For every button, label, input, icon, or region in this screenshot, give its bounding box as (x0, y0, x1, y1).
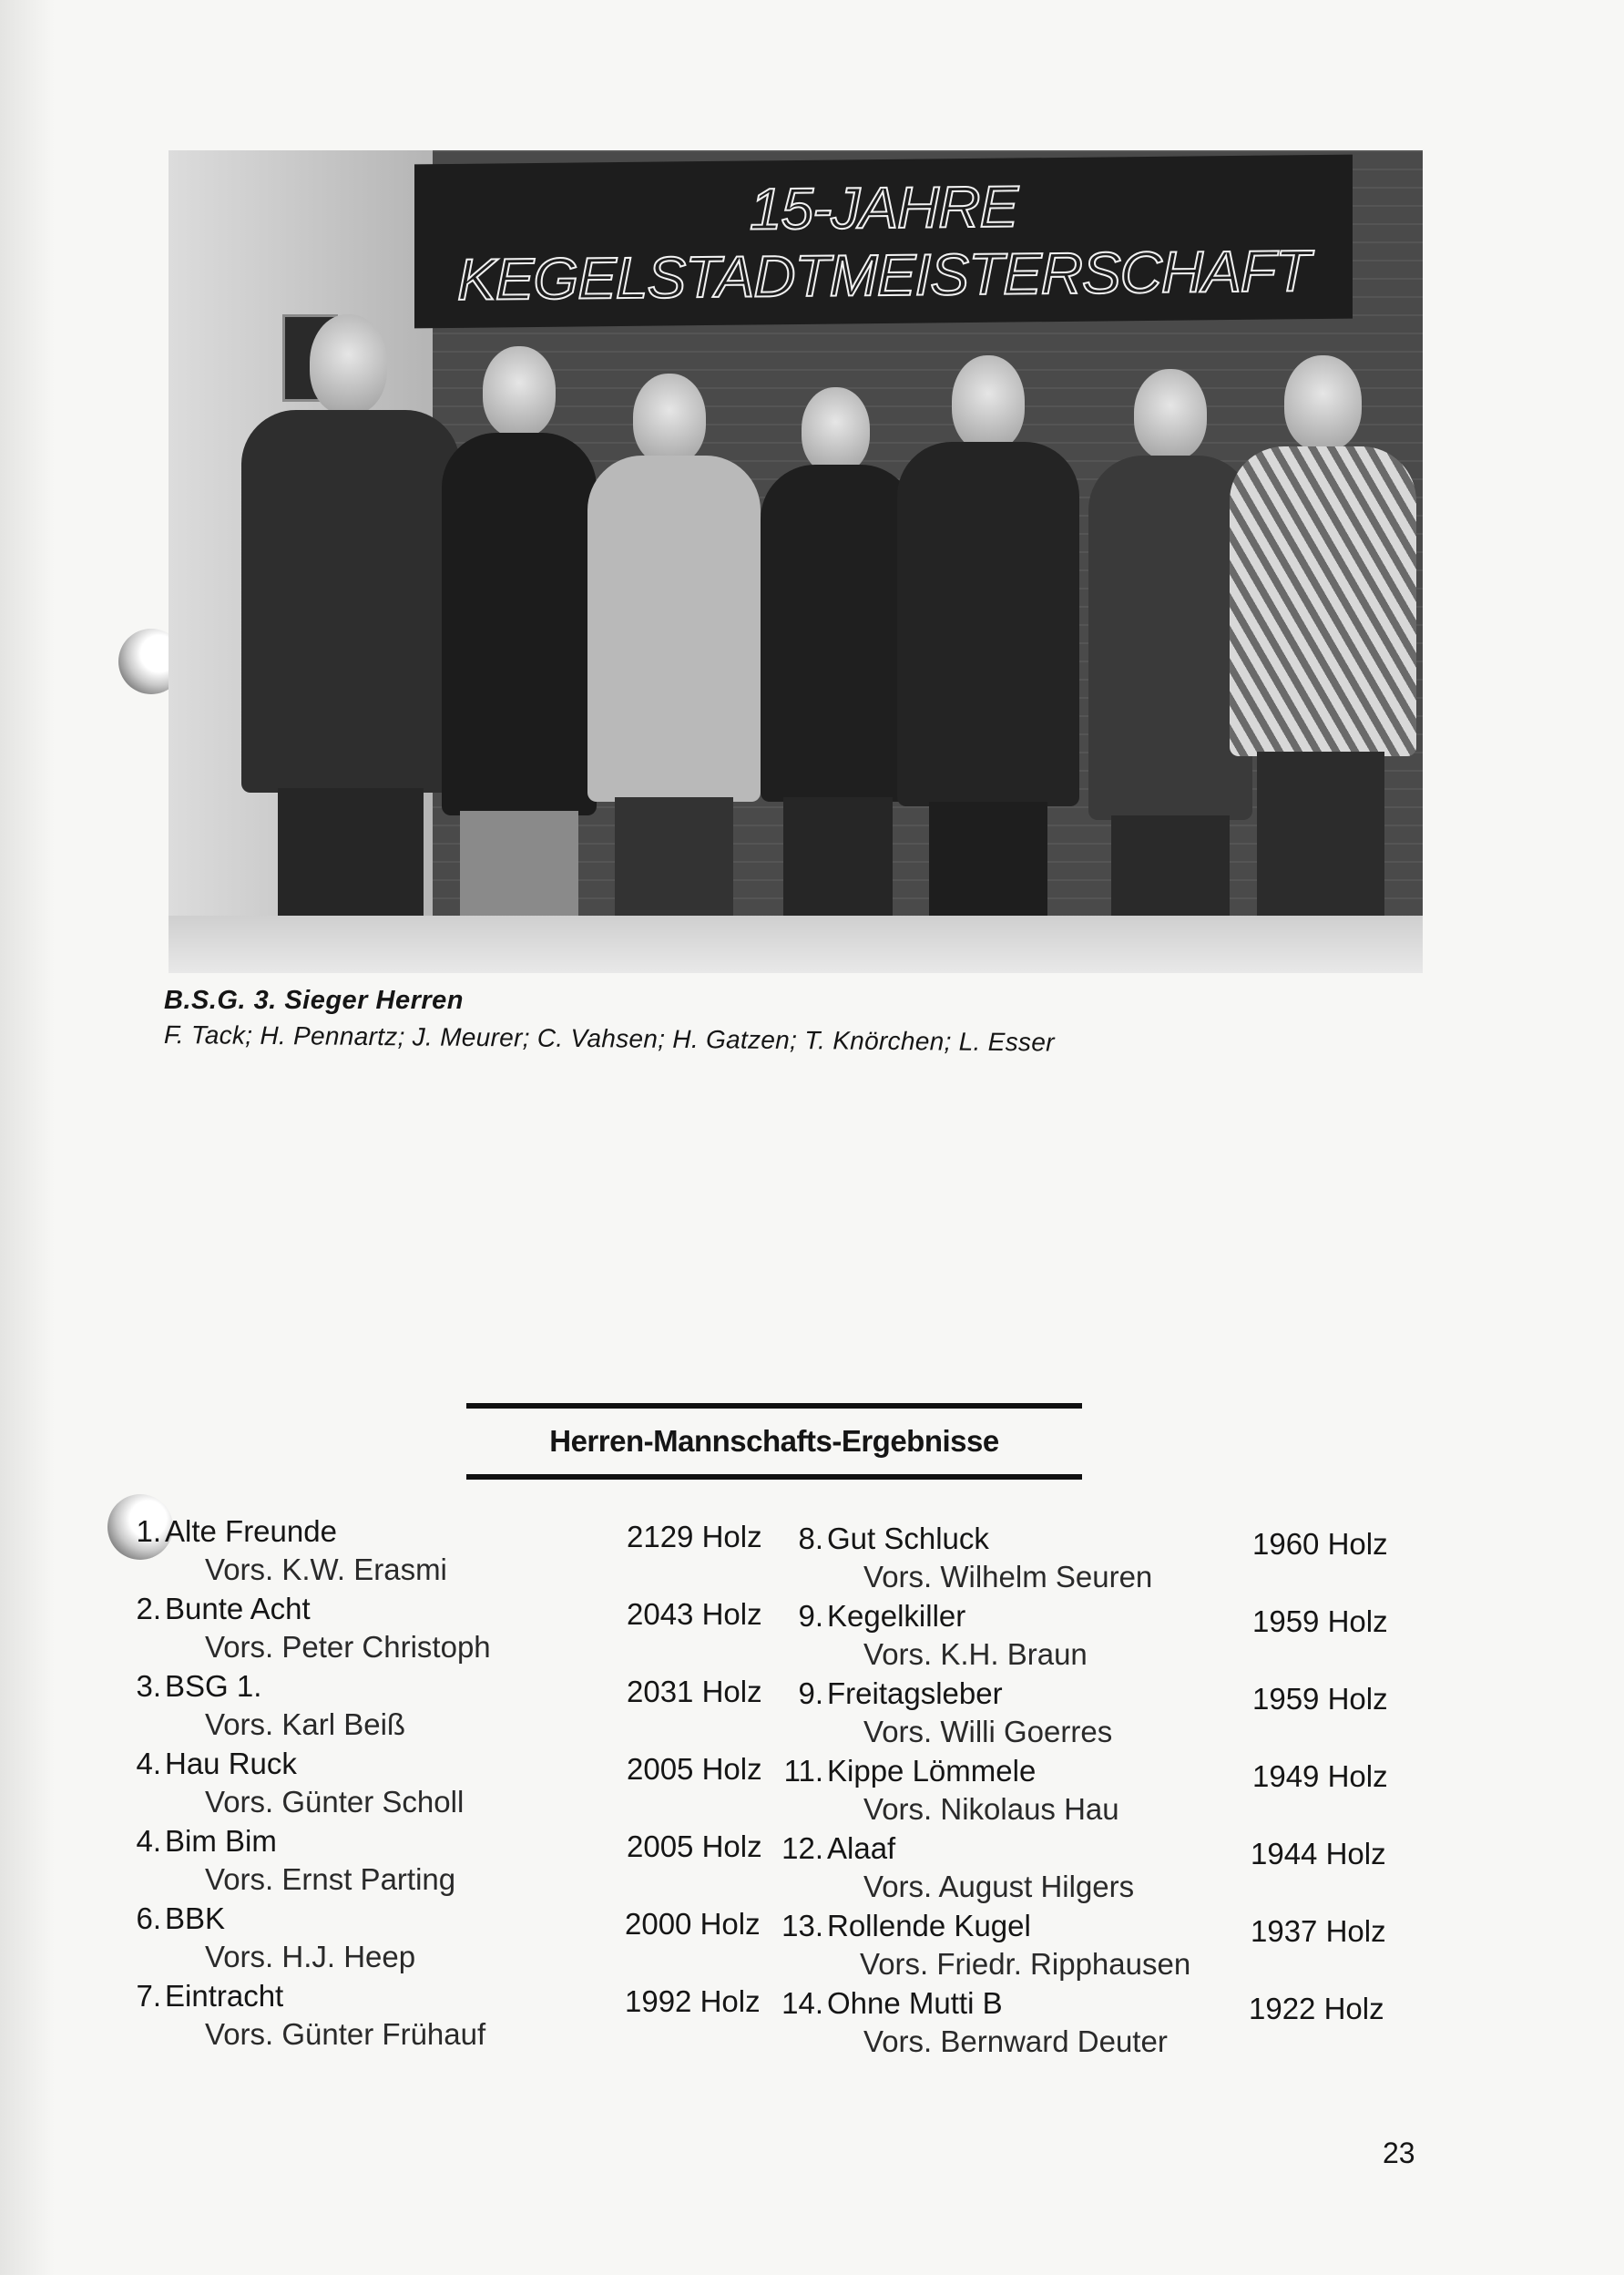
result-chair: Vors. Karl Beiß (205, 1707, 406, 1741)
heading-rule-top (466, 1403, 1082, 1409)
result-entry (114, 1977, 485, 2054)
result-chair: Vors. Günter Frühauf (205, 2017, 486, 2051)
result-score: 2129 Holz (627, 1520, 762, 1553)
result-rank: 6. (136, 1901, 161, 1935)
banner-line-2: KEGELSTADTMEISTERSCHAFT (457, 238, 1310, 313)
result-team: Eintracht (165, 1979, 284, 2013)
result-team: BBK (165, 1901, 226, 1935)
result-rank: 7. (136, 1979, 161, 2013)
result-rank: 4. (136, 1824, 161, 1858)
result-chair: Vors. Bernward Deuter (863, 2024, 1168, 2058)
result-chair: Vors. Günter Scholl (205, 1785, 465, 1819)
result-team: Ohne Mutti B (827, 1986, 1003, 2020)
result-chair: Vors. Willi Goerres (863, 1715, 1113, 1748)
result-rank: 14. (781, 1986, 823, 2020)
result-chair: Vors. Wilhelm Seuren (863, 1560, 1153, 1594)
result-score: 1937 Holz (1251, 1914, 1386, 1948)
result-score: 2031 Holz (627, 1675, 762, 1708)
result-entry (776, 1984, 1168, 2061)
result-chair: Vors. Peter Christoph (205, 1630, 491, 1664)
result-team: Rollende Kugel (827, 1909, 1031, 1942)
result-chair: Vors. Ernst Parting (205, 1862, 456, 1896)
photo-floor (169, 916, 1423, 973)
result-entry (776, 1520, 1152, 1596)
result-chair: Vors. Friedr. Ripphausen (860, 1947, 1191, 1981)
page-number: 23 (1383, 2137, 1415, 2169)
result-rank: 1. (136, 1514, 161, 1548)
result-entry (114, 1590, 491, 1666)
result-team: BSG 1. (165, 1669, 262, 1703)
result-rank: 9. (798, 1676, 823, 1710)
result-score: 1959 Holz (1252, 1682, 1388, 1716)
result-rank: 8. (798, 1522, 823, 1555)
result-score: 2043 Holz (627, 1597, 762, 1631)
result-rank: 13. (781, 1909, 823, 1942)
result-team: Hau Ruck (165, 1747, 297, 1780)
binder-edge (0, 0, 55, 2275)
result-chair: Vors. K.W. Erasmi (205, 1553, 447, 1586)
result-team: Freitagsleber (827, 1676, 1003, 1710)
result-score: 1922 Holz (1249, 1992, 1384, 2025)
result-team: Alaaf (827, 1831, 896, 1865)
result-entry (114, 1745, 464, 1821)
result-rank: 12. (781, 1831, 823, 1865)
result-score: 1944 Holz (1251, 1837, 1386, 1870)
result-entry (114, 1667, 405, 1744)
heading-rule-bottom (466, 1474, 1082, 1480)
result-team: Bunte Acht (165, 1592, 311, 1625)
result-entry (776, 1752, 1119, 1829)
result-entry (114, 1900, 415, 1976)
result-score: 1960 Holz (1252, 1527, 1388, 1561)
result-score: 2005 Holz (627, 1829, 762, 1863)
result-chair: Vors. K.H. Braun (863, 1637, 1088, 1671)
result-score: 2005 Holz (627, 1752, 762, 1786)
result-chair: Vors. H.J. Heep (205, 1940, 416, 1973)
result-entry (776, 1907, 1190, 1983)
result-team: Kippe Lömmele (827, 1754, 1037, 1788)
result-chair: Vors. August Hilgers (863, 1870, 1135, 1903)
group-photo (169, 150, 1423, 973)
result-rank: 2. (136, 1592, 161, 1625)
result-team: Kegelkiller (827, 1599, 966, 1633)
result-entry (776, 1829, 1134, 1906)
result-team: Gut Schluck (827, 1522, 989, 1555)
result-score: 1959 Holz (1252, 1604, 1388, 1638)
result-entry (776, 1597, 1088, 1674)
banner-line-1: 15-JAHRE (749, 173, 1018, 242)
photo-banner (414, 155, 1353, 329)
result-score: 1992 Holz (625, 1984, 761, 2018)
result-entry (114, 1512, 447, 1589)
result-team: Alte Freunde (165, 1514, 337, 1548)
photo-caption-names: F. Tack; H. Pennartz; J. Meurer; C. Vahsen; H. Gatzen; T. Knörchen; L. Esser (163, 1020, 1055, 1057)
result-rank: 9. (798, 1599, 823, 1633)
result-score: 1949 Holz (1252, 1759, 1388, 1793)
result-score: 2000 Holz (625, 1907, 761, 1941)
section-heading: Herren-Mannschafts-Ergebnisse (549, 1424, 999, 1458)
result-team: Bim Bim (165, 1824, 277, 1858)
result-entry (114, 1822, 455, 1899)
result-chair: Vors. Nikolaus Hau (863, 1792, 1119, 1826)
result-entry (776, 1675, 1112, 1751)
result-rank: 4. (136, 1747, 161, 1780)
photo-caption-title: B.S.G. 3. Sieger Herren (164, 986, 465, 1015)
result-rank: 11. (783, 1754, 823, 1788)
result-rank: 3. (136, 1669, 161, 1703)
